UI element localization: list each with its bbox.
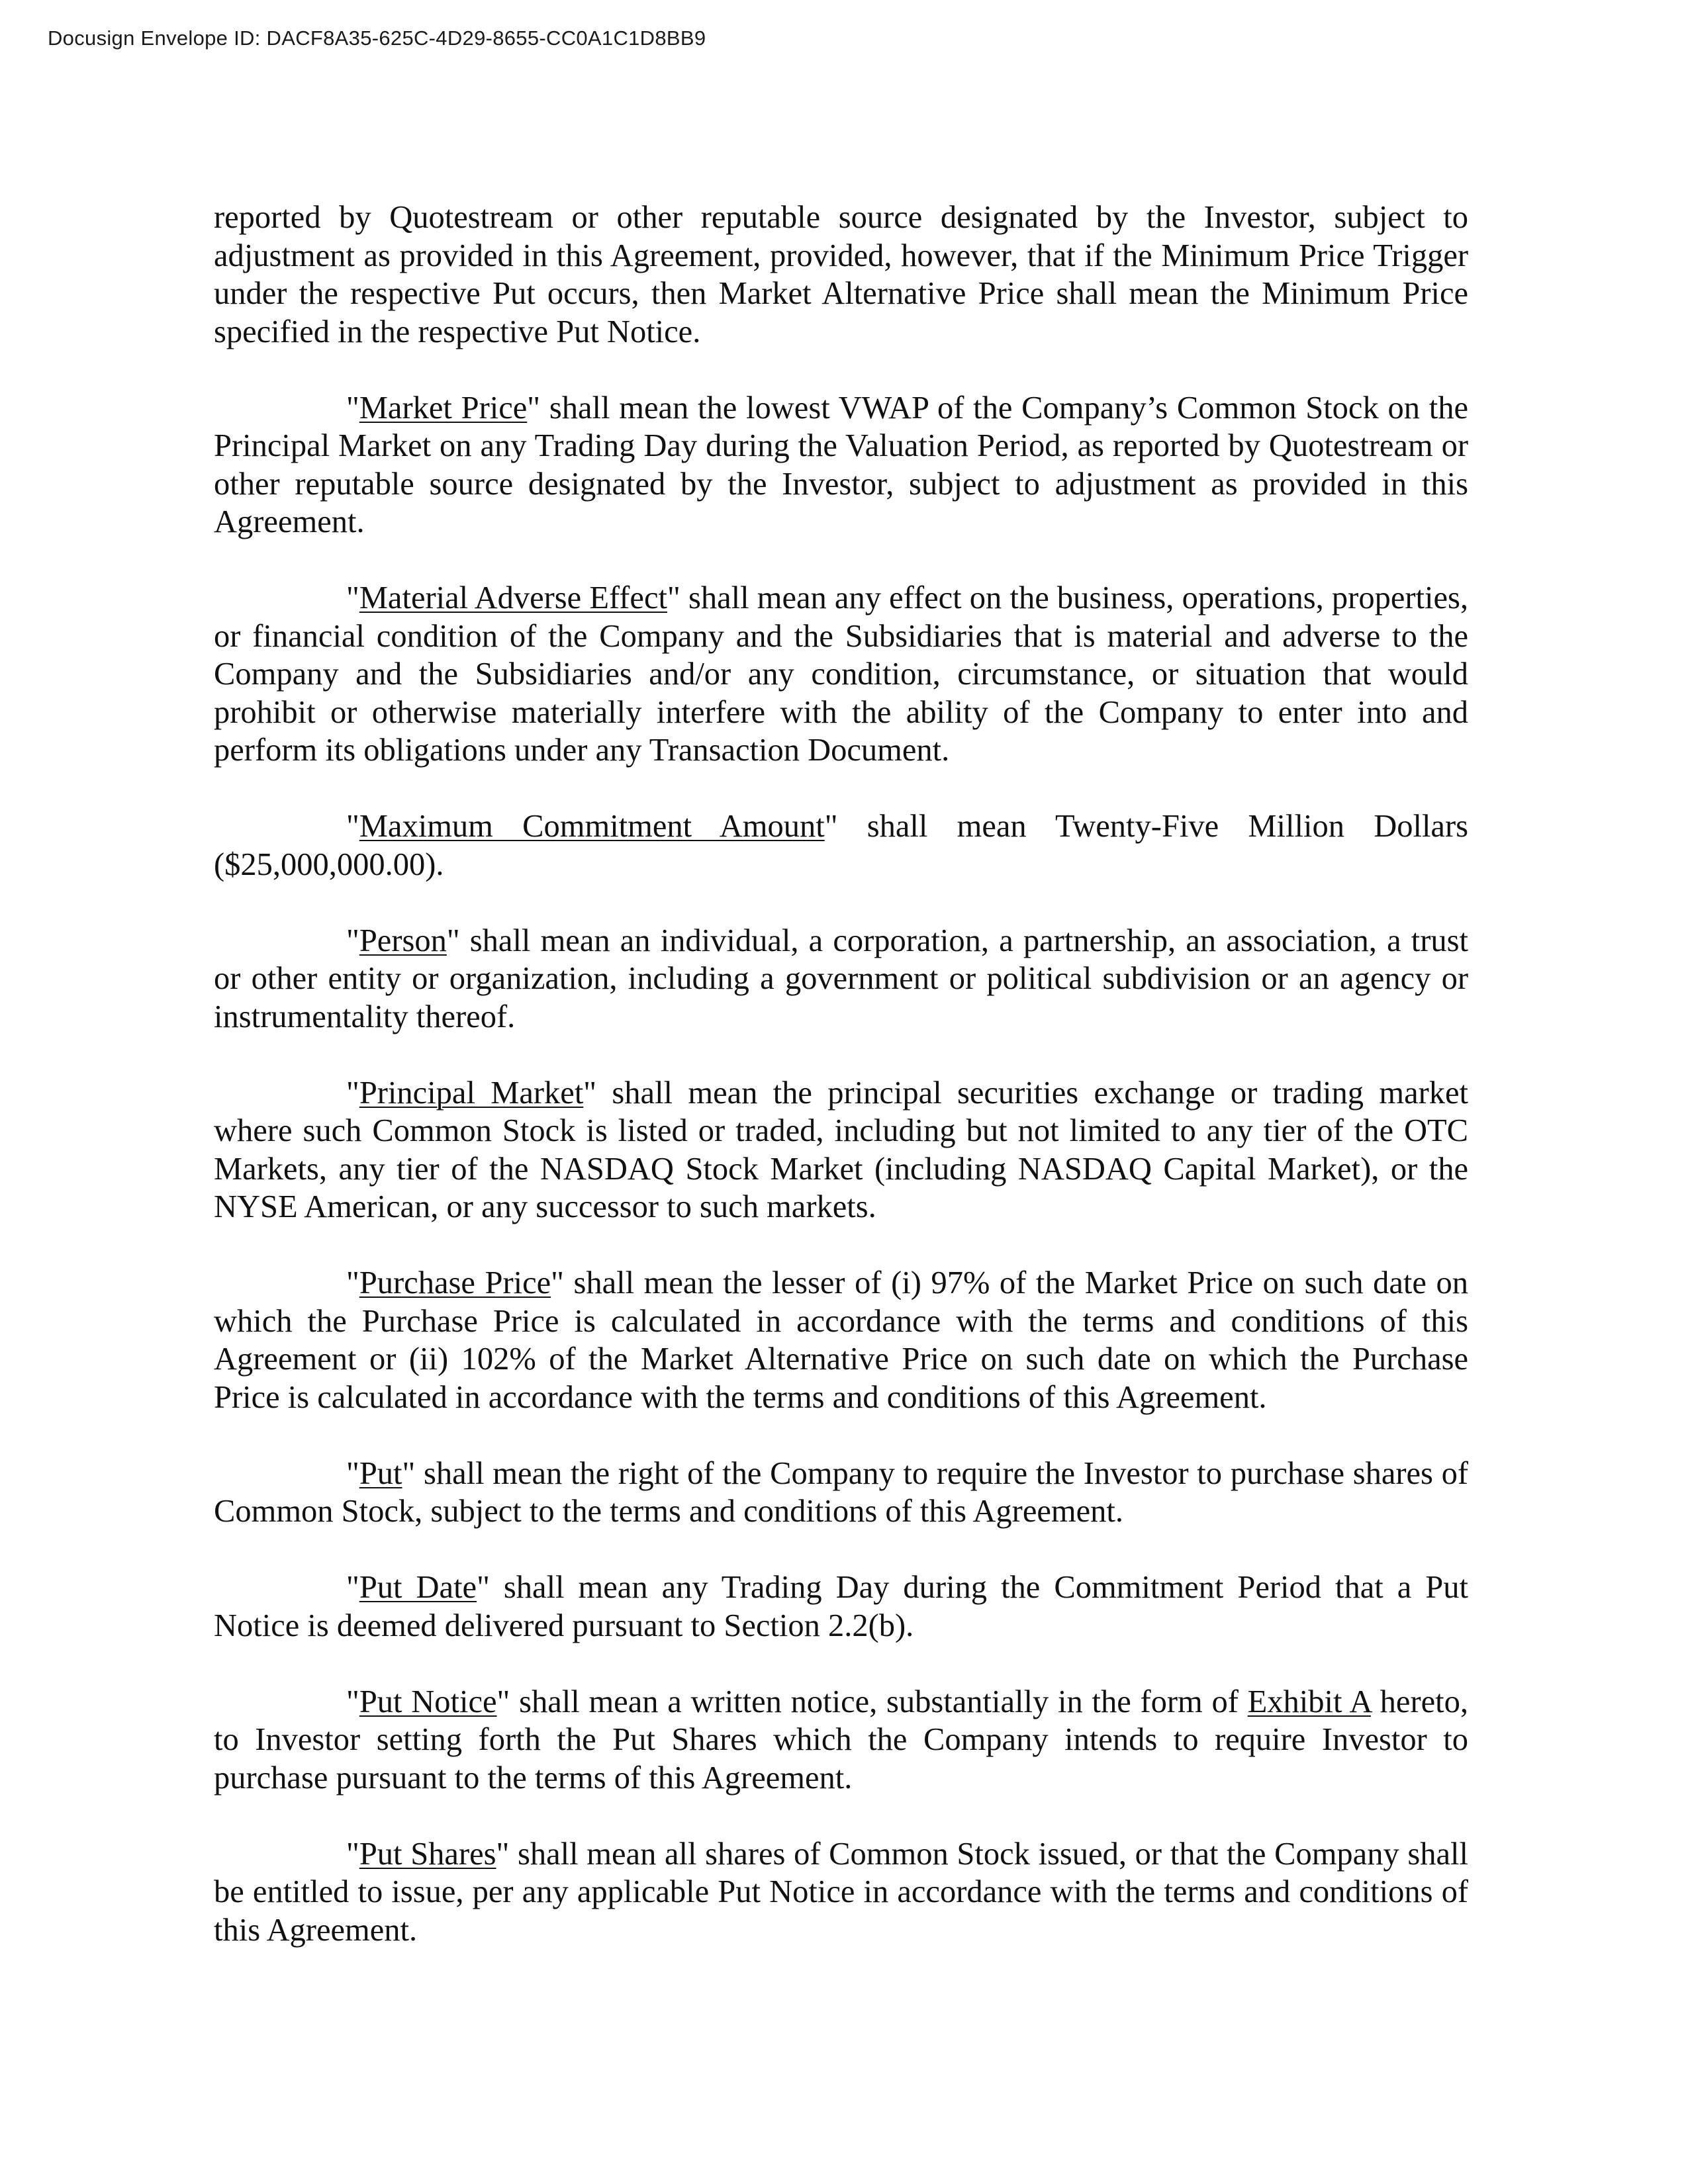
definition-maximum-commitment-amount bbox=[214, 807, 1468, 884]
definition-put bbox=[214, 1455, 1468, 1531]
defined-term: Market Price bbox=[359, 390, 528, 426]
open-quote: " bbox=[346, 923, 359, 958]
open-quote: " bbox=[346, 580, 359, 615]
definition-purchase-price bbox=[214, 1264, 1468, 1416]
paragraph-text: reported by Quotestream or other reputable source designated by the Investor, subject to adjustment as provided in this Agreement, provided, however, that if the Minimum Price Trigger under the respective Put occurs, then Market Alternative Price shall mean the Minimum Price specified in the respective Put Notice. bbox=[214, 200, 1468, 349]
open-quote: " bbox=[346, 1684, 359, 1719]
definition-text: " shall mean Twenty-Five Million Dollars ($25,000,000.00). bbox=[214, 809, 1468, 882]
defined-term: Put Date bbox=[359, 1570, 477, 1605]
defined-term: Maximum Commitment Amount bbox=[359, 809, 825, 844]
defined-term: Put Shares bbox=[359, 1836, 496, 1872]
definition-text: " shall mean a written notice, substantially in the form of bbox=[496, 1684, 1248, 1719]
open-quote: " bbox=[346, 1265, 359, 1300]
open-quote: " bbox=[346, 1455, 359, 1491]
open-quote: " bbox=[346, 1836, 359, 1872]
definition-text: " shall mean the right of the Company to require the Investor to purchase shares of Common Stock, subject to the terms and conditions of this Agreement. bbox=[214, 1455, 1468, 1529]
docusign-envelope-id: Docusign Envelope ID: DACF8A35-625C-4D29-8655-CC0A1C1D8BB9 bbox=[48, 26, 706, 50]
definition-text: " shall mean any effect on the business, operations, properties, or financial condition of the Company and the Subsidiaries that is material and adverse to the Company and the Subsidiaries and/or any condition, circumstance, or situation that would prohibit or otherwise materially interfere with the ability of the Company to enter into and perform its obligations under any Transaction Document. bbox=[214, 580, 1468, 768]
definition-material-adverse-effect bbox=[214, 579, 1468, 770]
definition-put-notice bbox=[214, 1683, 1468, 1797]
defined-term: Material Adverse Effect bbox=[359, 580, 667, 615]
defined-term: Principal Market bbox=[359, 1075, 584, 1111]
definition-text: " shall mean all shares of Common Stock issued, or that the Company shall be entitled to issue, per any applicable Put Notice in accordance with the terms and conditions of this Agreement. bbox=[214, 1836, 1468, 1948]
definition-text-continued: hereto, to Investor setting forth the Put Shares which the Company intends to require Investor to purchase pursuant to the terms of this Agreement. bbox=[214, 1684, 1468, 1796]
definition-text: " shall mean an individual, a corporation, a partnership, an association, a trust or other entity or organization, including a government or political subdivision or an agency or instrumentality thereof. bbox=[214, 923, 1468, 1034]
definition-text: " shall mean the lowest VWAP of the Company’s Common Stock on the Principal Market on any Trading Day during the Valuation Period, as reported by Quotestream or other reputable source designated by the Investor, subject to adjustment as provided in this Agreement. bbox=[214, 390, 1468, 539]
definition-market-price bbox=[214, 389, 1468, 541]
open-quote: " bbox=[346, 1570, 359, 1605]
definition-text: " shall mean the lesser of (i) 97% of the Market Price on such date on which the Purchase Price is calculated in accordance with the terms and conditions of this Agreement or (ii) 102% of the Market Alternative Price on such date on which the Purchase Price is calculated in accordance with the terms and conditions of this Agreement. bbox=[214, 1265, 1468, 1415]
definition-principal-market bbox=[214, 1074, 1468, 1226]
open-quote: " bbox=[346, 390, 359, 426]
paragraph-continuation bbox=[214, 199, 1468, 351]
defined-term: Put bbox=[359, 1455, 402, 1491]
exhibit-reference: Exhibit A bbox=[1247, 1684, 1371, 1719]
document-body bbox=[214, 199, 1468, 1987]
definition-put-shares bbox=[214, 1835, 1468, 1950]
definition-person bbox=[214, 922, 1468, 1036]
open-quote: " bbox=[346, 809, 359, 844]
defined-term: Put Notice bbox=[359, 1684, 497, 1719]
defined-term: Person bbox=[359, 923, 447, 958]
definition-text: " shall mean any Trading Day during the Commitment Period that a Put Notice is deemed delivered pursuant to Section 2.2(b). bbox=[214, 1570, 1468, 1643]
definition-put-date bbox=[214, 1569, 1468, 1645]
defined-term: Purchase Price bbox=[359, 1265, 551, 1300]
definition-text: " shall mean the principal securities exchange or trading market where such Common Stock is listed or traded, including but not limited to any tier of the OTC Markets, any tier of the NASDAQ Stock Market (including NASDAQ Capital Market), or the NYSE American, or any successor to such markets. bbox=[214, 1075, 1468, 1224]
open-quote: " bbox=[346, 1075, 359, 1111]
